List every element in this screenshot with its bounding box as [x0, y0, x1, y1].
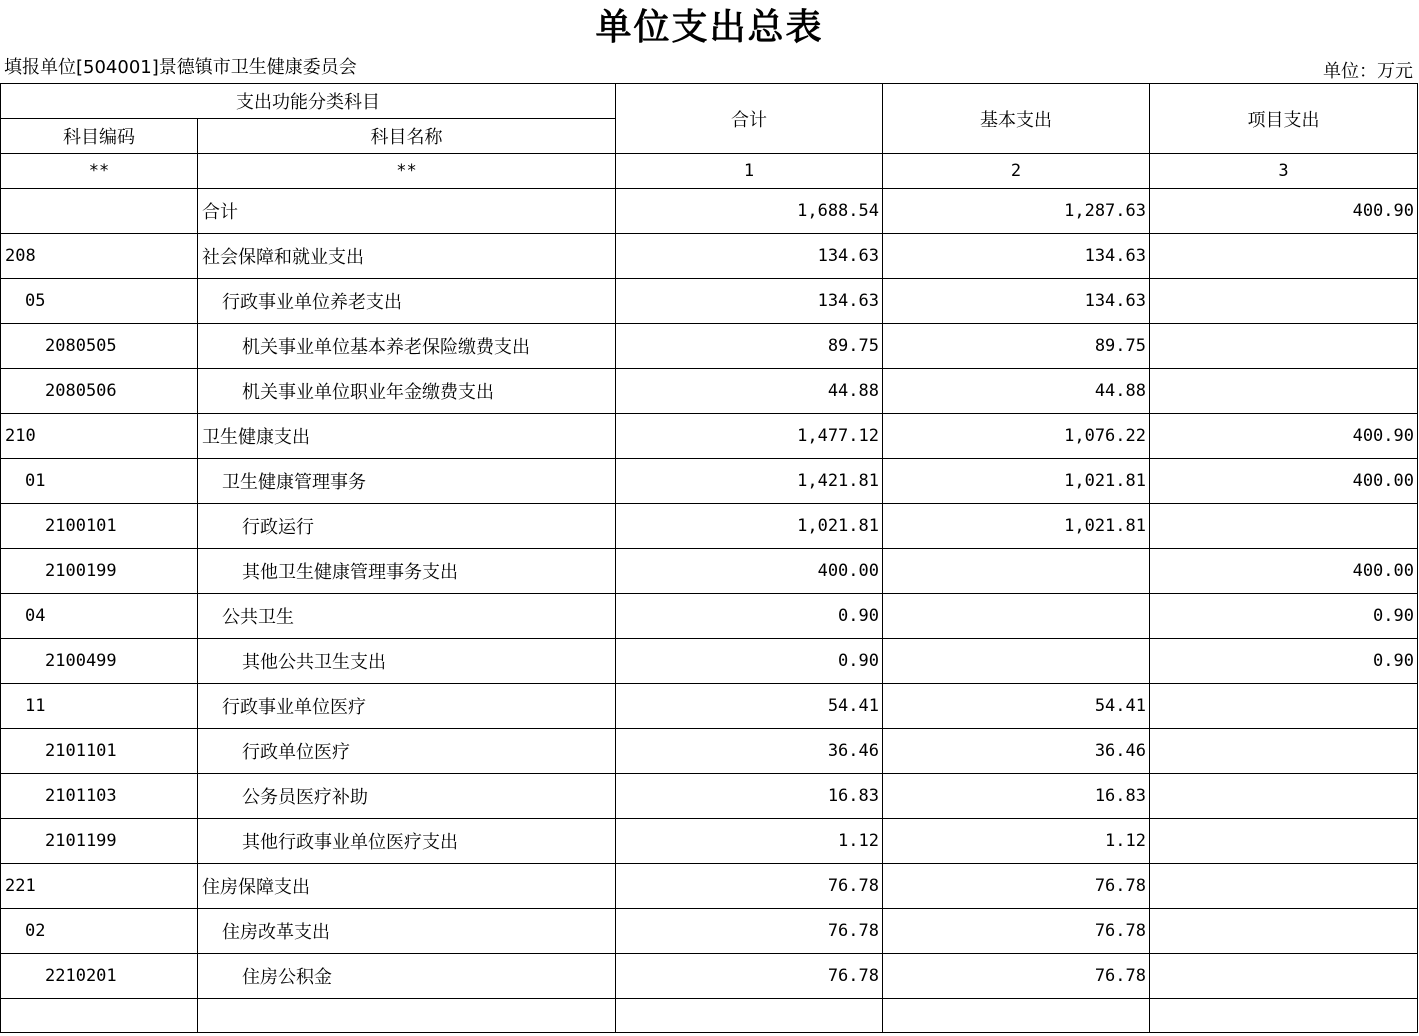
row-total: 1,688.54 — [616, 189, 883, 234]
row-name: 其他公共卫生支出 — [198, 639, 616, 684]
row-basic: 1.12 — [883, 819, 1150, 864]
row-name: 行政事业单位医疗 — [198, 684, 616, 729]
row-basic: 76.78 — [883, 954, 1150, 999]
row-total: 1,421.81 — [616, 459, 883, 504]
row-project — [1150, 279, 1418, 324]
row-name: 住房公积金 — [198, 954, 616, 999]
empty-cell — [198, 999, 616, 1033]
row-basic — [883, 549, 1150, 594]
table-row — [1, 369, 1418, 414]
table-row — [1, 639, 1418, 684]
row-basic: 44.88 — [883, 369, 1150, 414]
row-project: 0.90 — [1150, 639, 1418, 684]
empty-cell — [883, 999, 1150, 1033]
row-code: 01 — [1, 459, 198, 504]
row-total: 89.75 — [616, 324, 883, 369]
row-project — [1150, 234, 1418, 279]
row-project: 0.90 — [1150, 594, 1418, 639]
row-project: 400.90 — [1150, 189, 1418, 234]
row-basic — [883, 594, 1150, 639]
row-code: 2210201 — [1, 954, 198, 999]
project-header: 项目支出 — [1150, 84, 1418, 154]
empty-row — [1, 999, 1418, 1033]
unit-label: 单位：万元 — [1323, 61, 1413, 82]
row-name: 行政单位医疗 — [198, 729, 616, 774]
row-name: 机关事业单位基本养老保险缴费支出 — [198, 324, 616, 369]
row-total: 0.90 — [616, 639, 883, 684]
table-row — [1, 684, 1418, 729]
row-name: 卫生健康管理事务 — [198, 459, 616, 504]
row-name: 其他卫生健康管理事务支出 — [198, 549, 616, 594]
row-basic: 54.41 — [883, 684, 1150, 729]
row-code — [1, 189, 198, 234]
marker-row — [1, 154, 1418, 189]
row-code: 208 — [1, 234, 198, 279]
row-name: 公共卫生 — [198, 594, 616, 639]
row-total: 76.78 — [616, 954, 883, 999]
row-code: 05 — [1, 279, 198, 324]
row-basic: 36.46 — [883, 729, 1150, 774]
header-row-1 — [1, 84, 1418, 119]
row-total: 134.63 — [616, 234, 883, 279]
name-header: 科目名称 — [198, 119, 616, 154]
row-total: 1.12 — [616, 819, 883, 864]
row-project: 400.00 — [1150, 459, 1418, 504]
function-category-header: 支出功能分类科目 — [1, 84, 616, 119]
row-code: 221 — [1, 864, 198, 909]
row-total: 76.78 — [616, 864, 883, 909]
table-row — [1, 909, 1418, 954]
row-project — [1150, 684, 1418, 729]
row-code: 2101101 — [1, 729, 198, 774]
row-name: 住房改革支出 — [198, 909, 616, 954]
row-total: 44.88 — [616, 369, 883, 414]
table-row — [1, 594, 1418, 639]
row-code: 2101103 — [1, 774, 198, 819]
row-total: 134.63 — [616, 279, 883, 324]
row-total: 1,477.12 — [616, 414, 883, 459]
row-name: 其他行政事业单位医疗支出 — [198, 819, 616, 864]
table-row — [1, 549, 1418, 594]
empty-cell — [1, 999, 198, 1033]
table-row — [1, 279, 1418, 324]
row-project — [1150, 504, 1418, 549]
row-basic: 76.78 — [883, 909, 1150, 954]
row-basic: 1,021.81 — [883, 504, 1150, 549]
row-code: 04 — [1, 594, 198, 639]
row-project: 400.00 — [1150, 549, 1418, 594]
row-total: 36.46 — [616, 729, 883, 774]
row-name: 社会保障和就业支出 — [198, 234, 616, 279]
empty-cell — [616, 999, 883, 1033]
empty-cell — [1150, 999, 1418, 1033]
row-code: 2100499 — [1, 639, 198, 684]
marker-basic: 2 — [883, 154, 1150, 189]
marker-code: ** — [1, 154, 198, 189]
row-code: 2100199 — [1, 549, 198, 594]
row-code: 02 — [1, 909, 198, 954]
row-basic: 1,021.81 — [883, 459, 1150, 504]
row-name: 行政事业单位养老支出 — [198, 279, 616, 324]
expenditure-table — [0, 83, 1418, 1033]
row-basic: 134.63 — [883, 234, 1150, 279]
row-name: 行政运行 — [198, 504, 616, 549]
row-basic: 134.63 — [883, 279, 1150, 324]
row-project — [1150, 909, 1418, 954]
basic-header: 基本支出 — [883, 84, 1150, 154]
code-header: 科目编码 — [1, 119, 198, 154]
row-code: 210 — [1, 414, 198, 459]
row-code: 2100101 — [1, 504, 198, 549]
row-project — [1150, 324, 1418, 369]
row-code: 2080506 — [1, 369, 198, 414]
row-project — [1150, 774, 1418, 819]
table-row — [1, 819, 1418, 864]
row-total: 1,021.81 — [616, 504, 883, 549]
row-project: 400.90 — [1150, 414, 1418, 459]
marker-total: 1 — [616, 154, 883, 189]
row-total: 16.83 — [616, 774, 883, 819]
row-basic — [883, 639, 1150, 684]
row-name: 住房保障支出 — [198, 864, 616, 909]
table-row — [1, 459, 1418, 504]
report-title: 单位支出总表 — [595, 7, 824, 48]
table-row — [1, 729, 1418, 774]
table-row — [1, 774, 1418, 819]
row-project — [1150, 369, 1418, 414]
row-project — [1150, 729, 1418, 774]
row-basic: 89.75 — [883, 324, 1150, 369]
row-project — [1150, 954, 1418, 999]
row-project — [1150, 819, 1418, 864]
total-header: 合计 — [616, 84, 883, 154]
row-name: 机关事业单位职业年金缴费支出 — [198, 369, 616, 414]
row-name: 合计 — [198, 189, 616, 234]
table-row — [1, 954, 1418, 999]
row-basic: 1,287.63 — [883, 189, 1150, 234]
row-name: 卫生健康支出 — [198, 414, 616, 459]
row-total: 54.41 — [616, 684, 883, 729]
row-basic: 1,076.22 — [883, 414, 1150, 459]
row-project — [1150, 864, 1418, 909]
row-total: 0.90 — [616, 594, 883, 639]
row-name: 公务员医疗补助 — [198, 774, 616, 819]
marker-project: 3 — [1150, 154, 1418, 189]
row-total: 400.00 — [616, 549, 883, 594]
row-total: 76.78 — [616, 909, 883, 954]
row-code: 2101199 — [1, 819, 198, 864]
table-row — [1, 324, 1418, 369]
marker-name: ** — [198, 154, 616, 189]
table-row — [1, 864, 1418, 909]
row-basic: 76.78 — [883, 864, 1150, 909]
row-basic: 16.83 — [883, 774, 1150, 819]
table-row — [1, 189, 1418, 234]
table-row — [1, 504, 1418, 549]
table-row — [1, 414, 1418, 459]
table-row — [1, 234, 1418, 279]
filing-unit: 填报单位[504001]景德镇市卫生健康委员会 — [4, 57, 357, 78]
row-code: 11 — [1, 684, 198, 729]
row-code: 2080505 — [1, 324, 198, 369]
